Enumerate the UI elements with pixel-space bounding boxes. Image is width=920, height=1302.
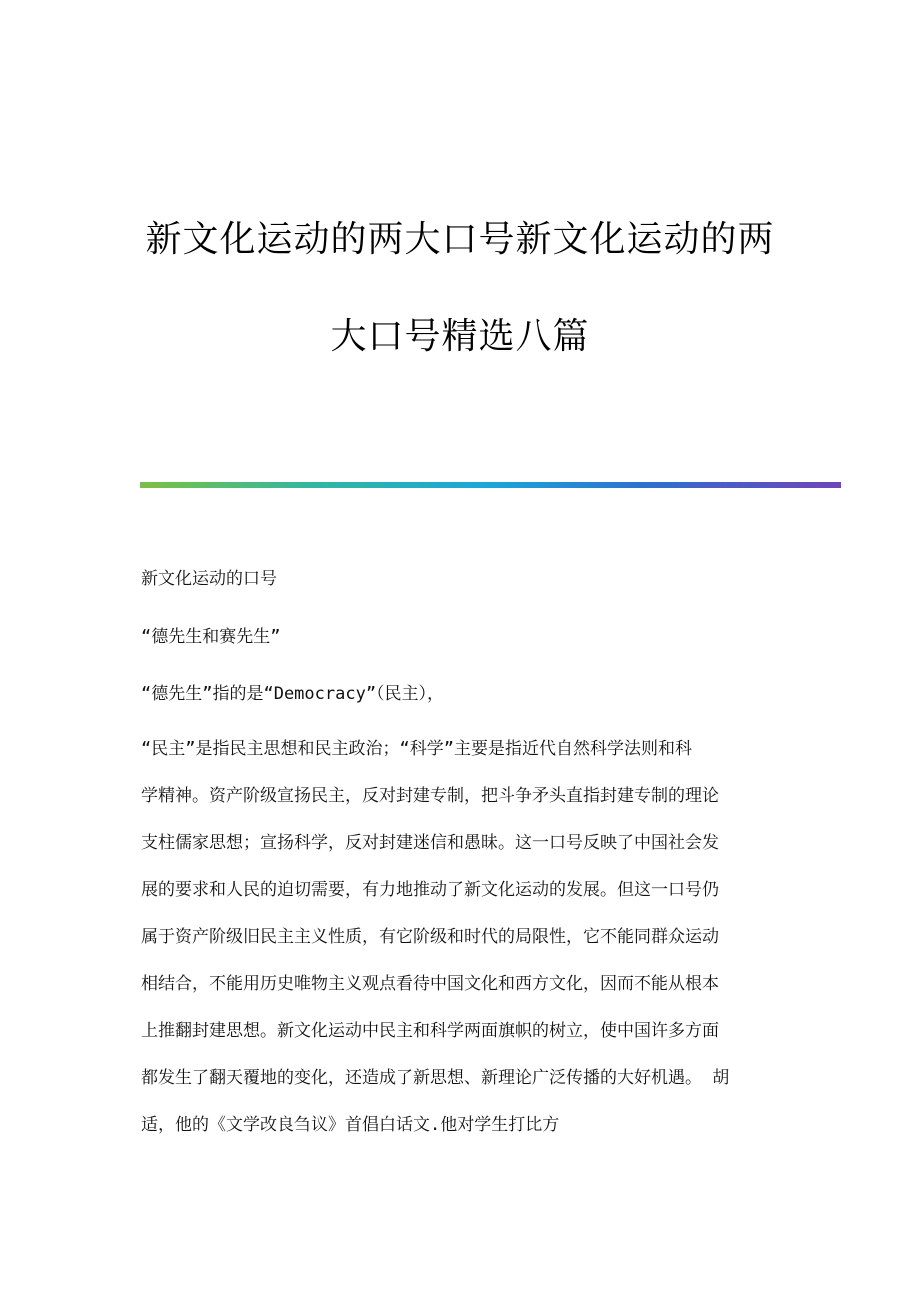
paragraph-line: “民主”是指民主思想和民主政治；“科学”主要是指近代自然科学法则和科 — [141, 739, 692, 759]
paragraph-slogan: “德先生和赛先生” — [141, 627, 281, 647]
paragraph-line: 支柱儒家思想；宣扬科学，反对封建迷信和愚昧。这一口号反映了中国社会发 — [141, 833, 719, 853]
paragraph-line: 适，他的《文学改良刍议》首倡白话文.他对学生打比方 — [141, 1115, 560, 1135]
paragraph-line: 学精神。资产阶级宣扬民主，反对封建专制，把斗争矛头直指封建专制的理论 — [141, 786, 719, 806]
main-paragraph — [141, 738, 801, 1161]
paragraph-line: 上推翻封建思想。新文化运动中民主和科学两面旗帜的树立，使中国许多方面 — [141, 1021, 719, 1041]
paragraph-line: 展的要求和人民的迫切需要，有力地推动了新文化运动的发展。但这一口号仍 — [141, 880, 719, 900]
paragraph-heading: 新文化运动的口号 — [141, 569, 277, 589]
document-title-line-1: 新文化运动的两大口号新文化运动的两 — [145, 219, 775, 260]
paragraph-line: 相结合，不能用历史唯物主义观点看待中国文化和西方文化，因而不能从根本 — [141, 974, 719, 994]
paragraph-line: 都发生了翻天覆地的变化，还造成了新思想、新理论广泛传播的大好机遇。 胡 — [141, 1068, 730, 1088]
document-title-line-2: 大口号精选八篇 — [330, 316, 590, 357]
gradient-divider — [140, 482, 841, 488]
paragraph-definition: “德先生”指的是“Democracy”（民主）， — [141, 684, 445, 704]
paragraph-line: 属于资产阶级旧民主主义性质，有它阶级和时代的局限性，它不能同群众运动 — [141, 927, 719, 947]
